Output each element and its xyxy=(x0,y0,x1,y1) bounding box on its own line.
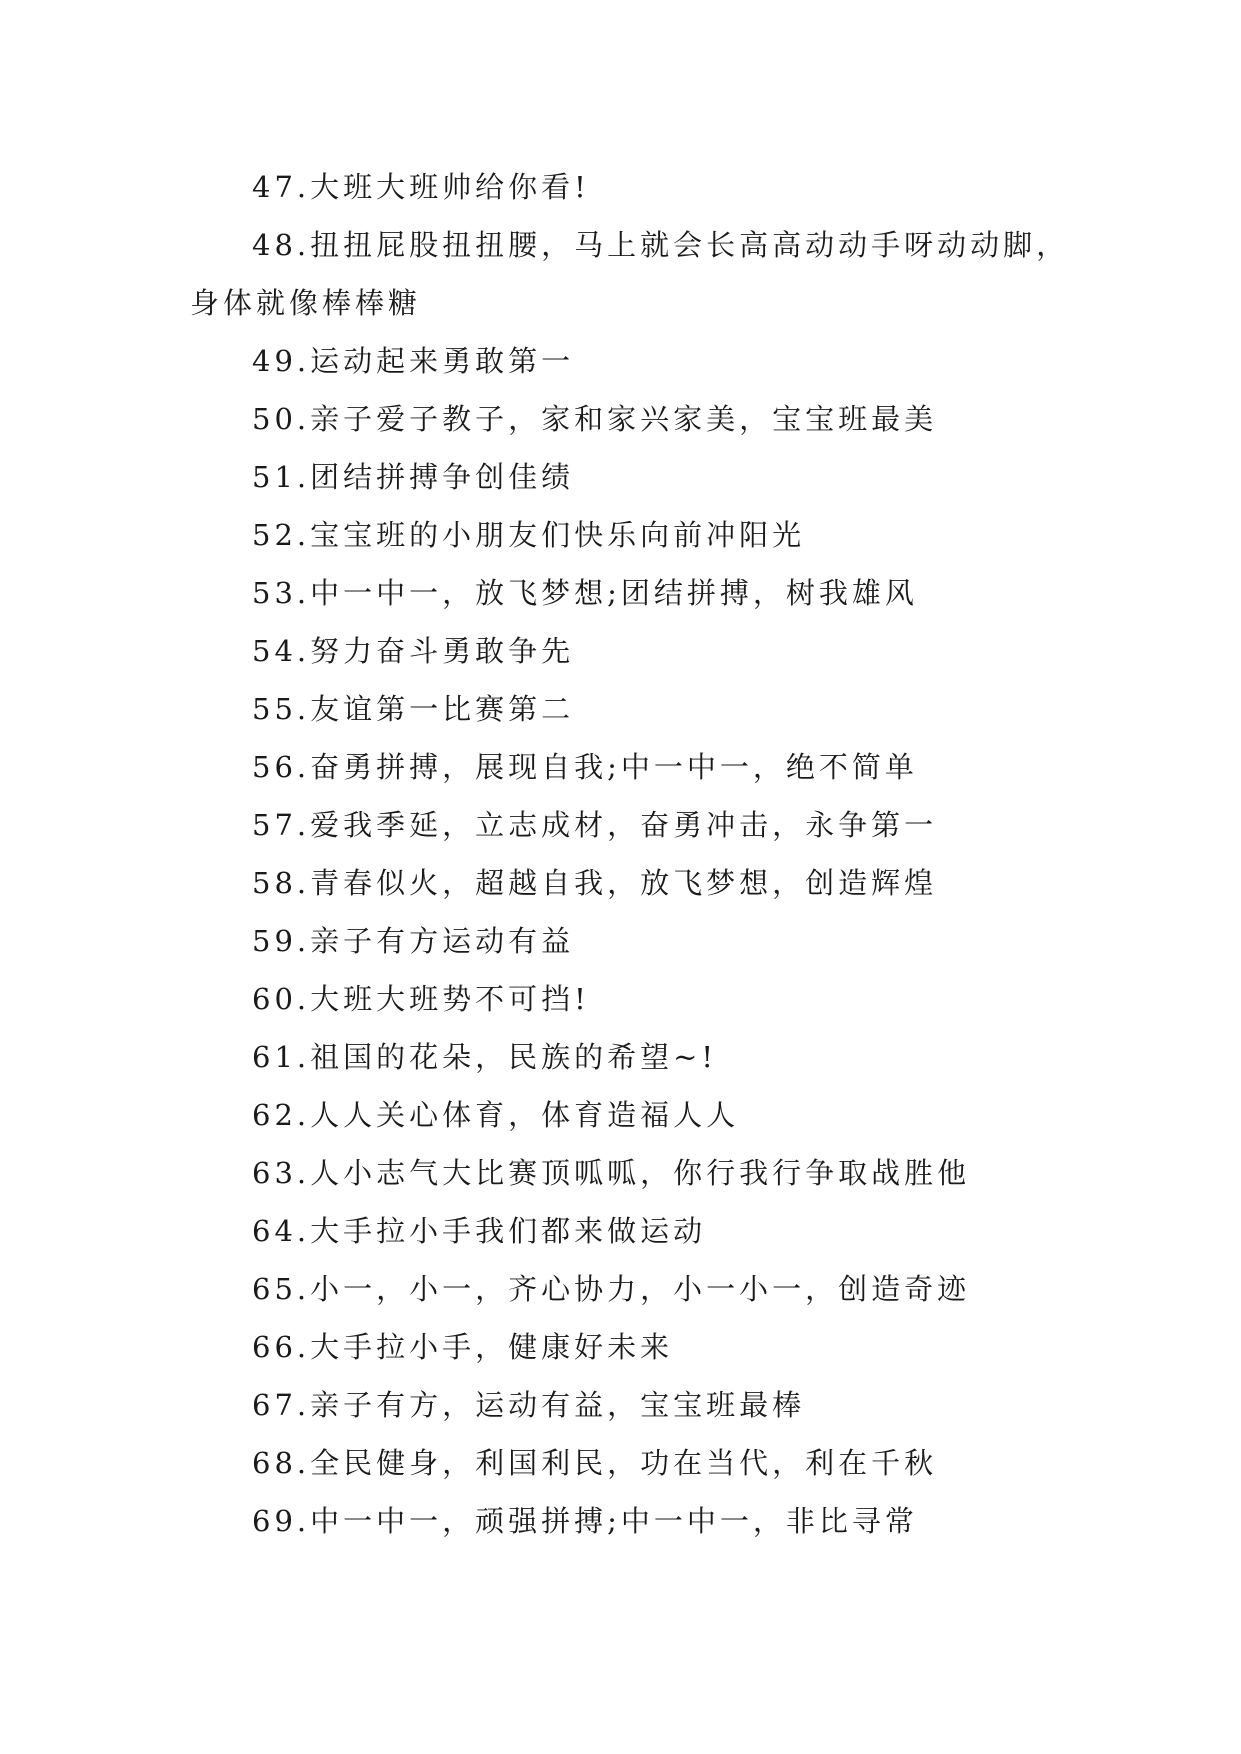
list-item: 68.全民健身，利国利民，功在当代，利在千秋 xyxy=(252,1446,938,1480)
list-item: 57.爱我季延，立志成材，奋勇冲击，永争第一 xyxy=(252,808,938,842)
list-item: 63.人小志气大比赛顶呱呱，你行我行争取战胜他 xyxy=(252,1156,971,1190)
list-item: 62.人人关心体育，体育造福人人 xyxy=(252,1098,740,1132)
list-item: 55.友谊第一比赛第二 xyxy=(252,692,575,726)
list-item: 59.亲子有方运动有益 xyxy=(252,924,575,958)
list-item: 61.祖国的花朵，民族的希望~! xyxy=(252,1040,718,1074)
list-item: 47.大班大班帅给你看! xyxy=(252,170,590,204)
list-item: 69.中一中一，顽强拼搏;中一中一，非比寻常 xyxy=(252,1504,918,1538)
list-item: 56.奋勇拼搏，展现自我;中一中一，绝不简单 xyxy=(252,750,918,784)
slogan-list xyxy=(190,158,1090,1550)
list-item: 66.大手拉小手，健康好未来 xyxy=(252,1330,674,1364)
list-item: 54.努力奋斗勇敢争先 xyxy=(252,634,575,668)
list-item: 53.中一中一，放飞梦想;团结拼搏，树我雄风 xyxy=(252,576,918,610)
list-item: 52.宝宝班的小朋友们快乐向前冲阳光 xyxy=(252,518,806,552)
list-item: 65.小一，小一，齐心协力，小一小一，创造奇迹 xyxy=(252,1272,971,1306)
list-item: 51.团结拼搏争创佳绩 xyxy=(252,460,575,494)
list-item: 64.大手拉小手我们都来做运动 xyxy=(252,1214,707,1248)
list-item: 50.亲子爱子教子，家和家兴家美，宝宝班最美 xyxy=(252,402,938,436)
list-item: 58.青春似火，超越自我，放飞梦想，创造辉煌 xyxy=(252,866,938,900)
list-item: 67.亲子有方，运动有益，宝宝班最棒 xyxy=(252,1388,806,1422)
list-item: 48.扭扭屁股扭扭腰，马上就会长高高动动手呀动动脚，身体就像棒棒糖 xyxy=(190,228,1070,320)
list-item: 49.运动起来勇敢第一 xyxy=(252,344,575,378)
list-item: 60.大班大班势不可挡! xyxy=(252,982,590,1016)
